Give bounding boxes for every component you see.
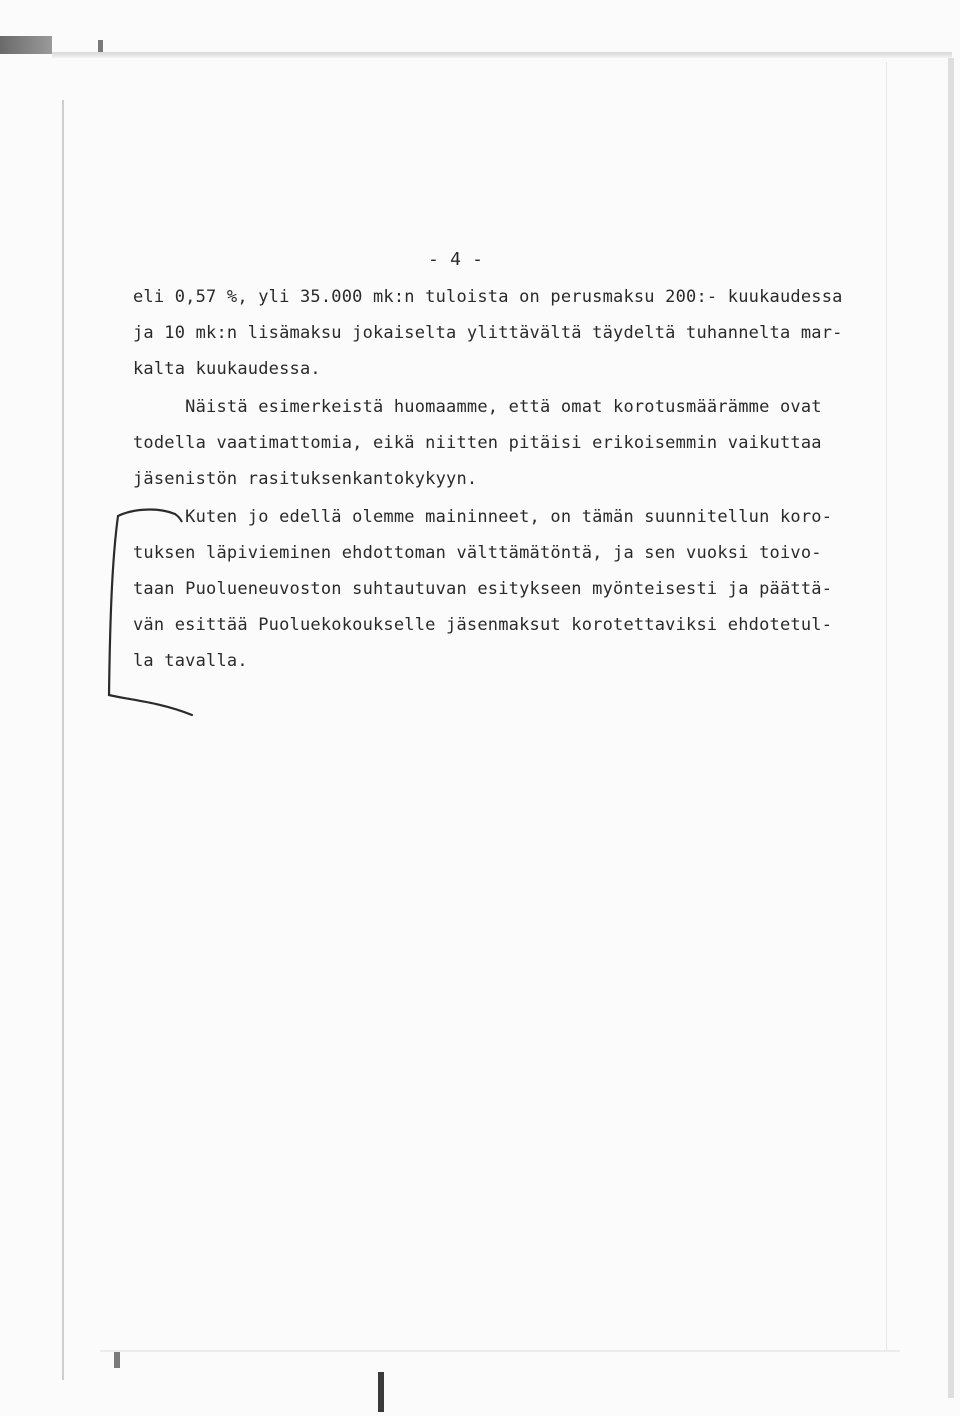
text-line: la tavalla.	[133, 651, 248, 671]
page-number: - 4 -	[428, 249, 484, 270]
handwritten-bracket-mark	[100, 500, 210, 730]
scan-edge-shadow	[0, 36, 52, 54]
page-bottom-edge	[100, 1350, 900, 1352]
page-left-edge	[62, 100, 64, 1380]
text-line: kalta kuukaudessa.	[133, 359, 321, 379]
text-line: Kuten jo edellä olemme maininneet, on tämän suunnitellun koro-	[133, 507, 833, 527]
text-line: todella vaatimattomia, eikä niitten pitäisi erikoisemmin vaikuttaa	[133, 433, 822, 453]
scan-artifact-mark	[114, 1352, 120, 1368]
page-fold-line	[886, 62, 887, 1352]
scan-artifact-mark	[378, 1372, 384, 1412]
page-top-edge	[52, 52, 952, 58]
text-line: jäsenistön rasituksenkantokykyyn.	[133, 469, 478, 489]
text-line: eli 0,57 %, yli 35.000 mk:n tuloista on perusmaksu 200:- kuukaudessa	[133, 287, 843, 307]
text-line: vän esittää Puoluekokoukselle jäsenmaksut korotettaviksi ehdotetul-	[133, 615, 833, 635]
text-line: ja 10 mk:n lisämaksu jokaiselta ylittävältä täydeltä tuhannelta mar-	[133, 323, 843, 343]
text-line: Näistä esimerkeistä huomaamme, että omat korotusmäärämme ovat	[133, 397, 822, 417]
text-line: tuksen läpivieminen ehdottoman välttämätöntä, ja sen vuoksi toivo-	[133, 543, 822, 563]
page-right-edge	[948, 58, 954, 1398]
text-line: taan Puolueneuvoston suhtautuvan esitykseen myönteisesti ja päättä-	[133, 579, 833, 599]
